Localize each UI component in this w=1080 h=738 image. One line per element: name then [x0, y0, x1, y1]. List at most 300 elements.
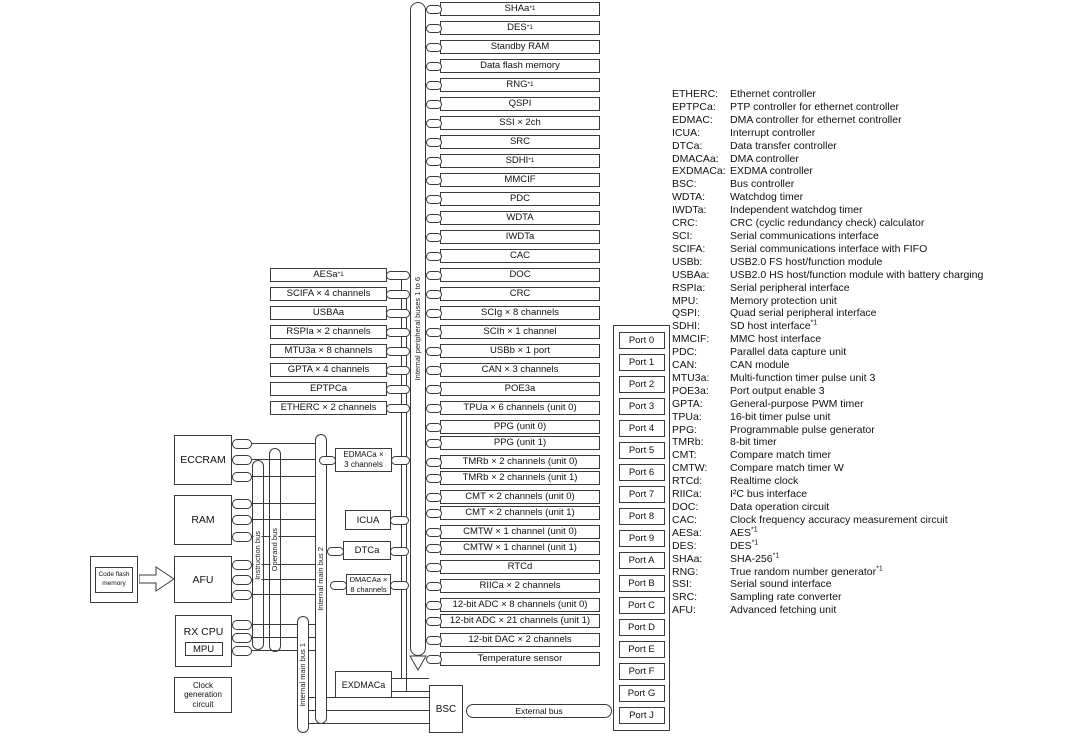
legend-row: [672, 578, 1076, 591]
legend-abbr: USBAa:: [672, 268, 710, 281]
legend-abbr: MTU3a:: [672, 371, 710, 384]
legend-desc-text: Serial communications interface with FIFO: [730, 242, 928, 255]
port-label: Port J: [629, 709, 654, 721]
port-label: Port 9: [628, 533, 655, 545]
legend-desc: [730, 320, 817, 333]
legend-row: [672, 191, 1076, 204]
dmacaa-label-line2: 8 channels: [350, 584, 387, 594]
port-label: Port 2: [628, 379, 655, 391]
legend-desc-text: DMA controller: [730, 152, 799, 165]
legend-row: [672, 591, 1076, 604]
legend-desc: [730, 424, 875, 437]
legend-desc-text: MMC host interface: [730, 333, 822, 346]
legend-abbr: SCIFA:: [672, 242, 706, 255]
port-label: Port 5: [628, 445, 655, 457]
legend-desc-text: Programmable pulse generator: [730, 423, 875, 436]
legend-desc: [730, 307, 877, 320]
legend-row: [672, 320, 1076, 333]
peripheral-box: [440, 173, 600, 187]
legend-abbr: CAC:: [672, 513, 698, 526]
legend-desc: [730, 514, 948, 527]
port-label: Port G: [627, 687, 656, 699]
legend-row: [672, 604, 1076, 617]
peripheral-box: [440, 135, 600, 149]
peripheral-box-label: SCIFA × 4 channels: [286, 288, 371, 300]
peripheral-box-label: GPTA × 4 channels: [287, 364, 370, 376]
legend-row: [672, 101, 1076, 114]
legend-row: [672, 114, 1076, 127]
legend-desc: [730, 230, 879, 243]
legend-desc: [730, 153, 799, 166]
peripheral-box-label: TPUa × 6 channels (unit 0): [463, 402, 577, 414]
legend-abbr: CMT:: [672, 449, 697, 462]
legend-row: [672, 462, 1076, 475]
legend-desc: [730, 462, 844, 475]
port-label: Port 3: [628, 401, 655, 413]
footnote-marker: *1: [751, 526, 758, 534]
peripheral-box: [440, 306, 600, 320]
legend-desc-text: Serial communications interface: [730, 229, 879, 242]
exdmaca-label: EXDMACa: [341, 679, 386, 690]
port-box: [619, 508, 665, 525]
external-bus: [466, 704, 612, 718]
legend-row: [672, 385, 1076, 398]
port-label: Port A: [628, 555, 655, 567]
legend-row: [672, 359, 1076, 372]
peripheral-box: SHAa *1: [440, 2, 600, 16]
legend-desc-text: SHA-256: [730, 552, 773, 565]
rx-cpu-label: RX CPU: [183, 626, 224, 638]
peripheral-box: [440, 382, 600, 396]
legend-desc: [730, 101, 899, 114]
port-box: [619, 398, 665, 415]
port-label: Port B: [628, 577, 655, 589]
afu-block: [174, 556, 232, 603]
peripheral-box-label: Data flash memory: [480, 60, 560, 72]
code-flash-memory-block: [95, 567, 133, 593]
legend-desc-text: General-purpose PWM timer: [730, 397, 864, 410]
eccram-label: ECCRAM: [180, 454, 226, 466]
legend-abbr: QSPI:: [672, 307, 701, 320]
peripheral-box: [440, 420, 600, 434]
legend-abbr: WDTA:: [672, 191, 706, 204]
peripheral-box-label: CMT × 2 channels (unit 1): [465, 507, 575, 519]
legend-row: [672, 372, 1076, 385]
legend-abbr: BSC:: [672, 178, 697, 191]
legend-abbr: SHAa:: [672, 552, 703, 565]
legend-desc: [730, 88, 816, 101]
legend-abbr: SSI:: [672, 578, 692, 591]
legend-desc-text: Independent watchdog timer: [730, 204, 863, 217]
legend-abbr: PPG:: [672, 423, 698, 436]
legend-desc: [730, 411, 830, 424]
port-label: Port E: [628, 643, 655, 655]
legend-desc-text: AES: [730, 526, 752, 539]
code-flash-memory-label: Code flash memory: [98, 571, 130, 587]
legend-abbr: RTCd:: [672, 475, 703, 488]
port-box: [619, 354, 665, 371]
instruction-bus-label: Instruction bus: [253, 530, 263, 580]
legend-row: [672, 140, 1076, 153]
peripheral-box: [440, 40, 600, 54]
legend-desc: [730, 501, 829, 514]
legend-row: [672, 540, 1076, 553]
port-box: [619, 663, 665, 680]
edmaca-label-line1: EDMACa ×: [343, 450, 384, 460]
peripheral-box: [440, 287, 600, 301]
block-arrow-icon: [139, 566, 175, 592]
peripheral-box: [440, 363, 600, 377]
legend-desc: [730, 178, 794, 191]
dmacaa-block: [346, 574, 391, 595]
legend-desc-text: DES: [730, 539, 752, 552]
legend-desc-text: Serial sound interface: [730, 578, 832, 591]
legend-desc: [730, 578, 832, 591]
legend-desc: [730, 282, 850, 295]
legend-desc: [730, 385, 825, 398]
legend-desc: [730, 475, 798, 488]
peripheral-box-label: EPTPCa: [310, 383, 347, 395]
legend-desc-text: True random number generator: [730, 565, 877, 578]
port-box: [619, 332, 665, 349]
legend-abbr: DTCa:: [672, 139, 703, 152]
legend-abbr: TPUa:: [672, 410, 702, 423]
legend-row: [672, 127, 1076, 140]
port-box: [619, 464, 665, 481]
legend-desc: [730, 449, 831, 462]
legend-desc: [730, 127, 815, 140]
legend-desc: [730, 566, 883, 579]
peripheral-box-label: CRC: [509, 288, 531, 300]
peripheral-box-label: Temperature sensor: [477, 653, 563, 665]
footnote-marker: *1: [772, 552, 780, 560]
legend-abbr: USBb:: [672, 255, 703, 268]
legend-abbr: TMRb:: [672, 436, 704, 449]
bus-arrow-icon: [409, 655, 427, 671]
legend-desc: [730, 191, 803, 204]
peripheral-box: [440, 116, 600, 130]
legend-abbr: ICUA:: [672, 126, 701, 139]
legend-row: [672, 333, 1076, 346]
legend-abbr: SCI:: [672, 229, 693, 242]
legend-desc-text: Multi-function timer pulse unit 3: [730, 371, 876, 384]
legend-desc: [730, 333, 821, 346]
peripheral-box: [440, 192, 600, 206]
legend-abbr: RSPIa:: [672, 281, 706, 294]
legend-desc-text: Watchdog timer: [730, 191, 804, 204]
legend-desc: [730, 204, 863, 217]
peripheral-box: [440, 525, 600, 539]
legend-row: [672, 514, 1076, 527]
peripheral-box-label: USBb × 1 port: [490, 345, 550, 357]
legend-row: [672, 269, 1076, 282]
legend-abbr: DMACAa:: [672, 152, 719, 165]
rx-cpu-block: [175, 615, 232, 667]
peripheral-box-label: CAN × 3 channels: [481, 364, 559, 376]
bsc-label: BSC: [435, 703, 457, 715]
wire: [392, 691, 429, 692]
legend-desc-text: Data transfer controller: [730, 139, 837, 152]
legend-desc-text: SD host interface: [730, 320, 811, 333]
legend-row: [672, 307, 1076, 320]
peripheral-box: [440, 249, 600, 263]
peripheral-box: [440, 344, 600, 358]
legend-abbr: CAN:: [672, 359, 698, 372]
legend-desc: [730, 217, 924, 230]
legend-abbr: POE3a:: [672, 384, 709, 397]
legend-row: [672, 282, 1076, 295]
peripheral-box: DES *1: [440, 21, 600, 35]
peripheral-box: [270, 287, 387, 301]
legend-abbr: AFU:: [672, 604, 696, 617]
legend-abbr: SRC:: [672, 591, 698, 604]
peripheral-box-label: RNG: [506, 79, 528, 91]
dtca-block: [343, 541, 391, 560]
peripheral-box: [440, 614, 600, 628]
peripheral-box-label: CMT × 2 channels (unit 0): [465, 491, 575, 503]
internal-main-bus-2-label: Internal main bus 2: [316, 547, 326, 611]
legend-abbr: CRC:: [672, 217, 698, 230]
legend-abbr: AESa:: [672, 526, 702, 539]
legend-abbr: EPTPCa:: [672, 100, 716, 113]
legend-desc-text: Advanced fetching unit: [730, 604, 837, 617]
port-label: Port 1: [628, 357, 655, 369]
legend-row: [672, 488, 1076, 501]
ram-label: RAM: [191, 514, 215, 526]
legend-row: [672, 217, 1076, 230]
legend-abbr: GPTA:: [672, 397, 703, 410]
legend-desc-text: USB2.0 FS host/function module: [730, 255, 883, 268]
port-box: [619, 552, 665, 569]
port-box: [619, 442, 665, 459]
legend-desc-text: 8-bit timer: [730, 436, 777, 449]
port-box: [619, 707, 665, 724]
legend-abbr: MMCIF:: [672, 333, 710, 346]
peripheral-box-label: POE3a: [504, 383, 536, 395]
legend-desc: [730, 295, 837, 308]
legend-desc-text: USB2.0 HS host/function module with battery charging: [730, 268, 984, 281]
bsc-block: [429, 685, 463, 733]
legend-abbr: CMTW:: [672, 462, 708, 475]
peripheral-box-label: CAC: [509, 250, 531, 262]
peripheral-box: [440, 325, 600, 339]
peripheral-box: [440, 490, 600, 504]
port-label: Port D: [628, 621, 655, 633]
legend-desc: [730, 540, 758, 553]
legend-desc-text: CAN module: [730, 359, 790, 372]
port-label: Port 4: [628, 423, 655, 435]
legend-row: [672, 153, 1076, 166]
peripheral-box: [440, 541, 600, 555]
port-box: [619, 486, 665, 503]
peripheral-box-label: MMCIF: [504, 174, 536, 186]
peripheral-box-label: SHAa: [504, 3, 530, 15]
peripheral-box: [440, 633, 600, 647]
legend-desc: [730, 398, 864, 411]
legend-abbr: DES:: [672, 539, 697, 552]
peripheral-box-label: RSPIa × 2 channels: [286, 326, 371, 338]
peripheral-box-label: TMRb × 2 channels (unit 0): [462, 456, 578, 468]
exdmaca-block: [335, 671, 392, 698]
legend-desc-text: Memory protection unit: [730, 294, 837, 307]
legend-abbr: PDC:: [672, 346, 698, 359]
port-column: [613, 325, 670, 731]
peripheral-box: [440, 97, 600, 111]
dmacaa-label-line1: DMACAa ×: [349, 575, 388, 585]
legend-desc-text: Ethernet controller: [730, 88, 816, 100]
eccram-block: [174, 435, 232, 485]
peripheral-box-label: SCIg × 8 channels: [481, 307, 559, 319]
legend-desc-text: 16-bit timer pulse unit: [730, 410, 831, 423]
peripheral-box-label: SRC: [509, 136, 531, 148]
peripheral-box: [440, 652, 600, 666]
legend-desc-text: CRC (cyclic redundancy check) calculator: [730, 217, 925, 230]
peripheral-box: [440, 401, 600, 415]
port-label: Port 8: [628, 511, 655, 523]
peripheral-box: RNG *1: [440, 78, 600, 92]
port-box: [619, 685, 665, 702]
icua-block: [345, 510, 391, 530]
legend-abbr: RIICa:: [672, 488, 702, 501]
legend-desc-text: I²C bus interface: [730, 488, 808, 501]
port-label: Port 0: [628, 335, 655, 346]
peripheral-box-label: USBAa: [312, 307, 345, 319]
peripheral-box: [440, 59, 600, 73]
peripheral-box-label: MTU3a × 8 channels: [284, 345, 373, 357]
legend-row: [672, 243, 1076, 256]
peripheral-box-label: RIICa × 2 channels: [479, 580, 561, 592]
peripheral-box-label: AESa: [313, 269, 338, 281]
internal-main-bus-1-label: Internal main bus 1: [298, 642, 308, 707]
instruction-bus: [252, 460, 264, 650]
legend-desc-text: Bus controller: [730, 178, 795, 191]
legend-desc: [730, 604, 836, 617]
legend-desc: [730, 114, 902, 127]
central-peripheral-column: [440, 2, 600, 666]
peripheral-box: [440, 598, 600, 612]
internal-main-bus-2: [315, 434, 327, 724]
legend-abbr: DOC:: [672, 501, 699, 513]
internal-peripheral-bus-label: Internal peripheral buses 1 to 6: [413, 277, 423, 381]
legend-row: [672, 553, 1076, 566]
port-box: [619, 619, 665, 636]
peripheral-box: [440, 436, 600, 450]
footnote-marker: *1: [751, 539, 759, 547]
dtca-label: DTCa: [354, 545, 380, 556]
peripheral-box: [440, 230, 600, 244]
operand-bus: [269, 448, 281, 652]
peripheral-box-label: 12-bit DAC × 2 channels: [468, 634, 572, 646]
legend-row: [672, 178, 1076, 191]
legend-desc: [730, 346, 846, 359]
legend-row: [672, 436, 1076, 449]
peripheral-box: [270, 363, 387, 377]
ram-block: [174, 495, 232, 545]
peripheral-box: [440, 211, 600, 225]
clock-generation-block: [174, 677, 232, 713]
peripheral-box: [270, 344, 387, 358]
port-box: [619, 376, 665, 393]
legend-desc-text: DMA controller for ethernet controller: [730, 113, 902, 126]
peripheral-box-label: SCIh × 1 channel: [483, 326, 557, 338]
peripheral-box: [440, 471, 600, 485]
legend-row: [672, 475, 1076, 488]
legend-row: [672, 424, 1076, 437]
port-box: [619, 530, 665, 547]
wire: [392, 678, 429, 679]
legend-row: [672, 346, 1076, 359]
legend-desc: [730, 269, 983, 282]
afu-label: AFU: [192, 573, 214, 586]
peripheral-box-label: IWDTa: [505, 231, 535, 243]
port-label: Port 7: [628, 489, 655, 501]
legend-abbr: SDHI:: [672, 320, 701, 333]
legend-desc-text: Quad serial peripheral interface: [730, 307, 877, 320]
external-bus-label: External bus: [515, 706, 563, 716]
peripheral-box: SDHI *1: [440, 154, 600, 168]
peripheral-box-label: PPG (unit 1): [493, 437, 547, 449]
legend-row: [672, 230, 1076, 243]
legend-desc: [730, 165, 813, 178]
legend-desc: [730, 436, 777, 449]
legend-desc: [730, 488, 807, 501]
peripheral-box-label: 12-bit ADC × 8 channels (unit 0): [452, 599, 588, 611]
port-label: Port C: [628, 599, 655, 611]
port-box: [619, 641, 665, 658]
legend-abbr: EDMAC:: [672, 113, 713, 126]
left-peripheral-column: [270, 268, 387, 415]
legend-desc-text: Port output enable 3: [730, 384, 825, 397]
legend-desc-text: Parallel data capture unit: [730, 346, 847, 359]
peripheral-box: [440, 579, 600, 593]
internal-peripheral-bus: [410, 2, 426, 656]
legend-desc-text: EXDMA controller: [730, 165, 813, 178]
peripheral-box-label: PDC: [509, 193, 531, 205]
legend-row: [672, 165, 1076, 178]
port-label: Port F: [628, 665, 655, 677]
legend-row: [672, 88, 1076, 101]
peripheral-box-label: SDHI: [505, 155, 529, 167]
peripheral-box: [270, 382, 387, 396]
peripheral-box: [270, 306, 387, 320]
legend-row: [672, 566, 1076, 579]
legend-row: [672, 411, 1076, 424]
legend-abbr: IWDTa:: [672, 204, 707, 217]
legend-desc-text: Compare match timer: [730, 449, 831, 462]
peripheral-box-label: PPG (unit 0): [493, 421, 547, 433]
peripheral-box-label: DOC: [509, 269, 531, 281]
code-flash-outer-box: [90, 556, 138, 603]
edmaca-label-line2: 3 channels: [344, 460, 383, 469]
peripheral-box-label: RTCd: [507, 561, 533, 573]
legend-desc: [730, 591, 841, 604]
legend-desc: [730, 553, 779, 566]
peripheral-box-label: DES: [507, 22, 527, 34]
internal-main-bus-1: [297, 616, 309, 733]
mpu-block: [185, 642, 223, 656]
icua-label: ICUA: [356, 514, 380, 526]
legend-desc-text: Sampling rate converter: [730, 591, 842, 604]
legend-abbr: RNG:: [672, 565, 699, 578]
legend-row: [672, 295, 1076, 308]
peripheral-box-label: CMTW × 1 channel (unit 1): [463, 542, 577, 554]
port-box: [619, 575, 665, 592]
port-box: [619, 420, 665, 437]
peripheral-box-label: WDTA: [506, 212, 534, 224]
legend-desc: [730, 140, 837, 153]
peripheral-box: [270, 325, 387, 339]
footnote-marker: *1: [810, 319, 818, 327]
